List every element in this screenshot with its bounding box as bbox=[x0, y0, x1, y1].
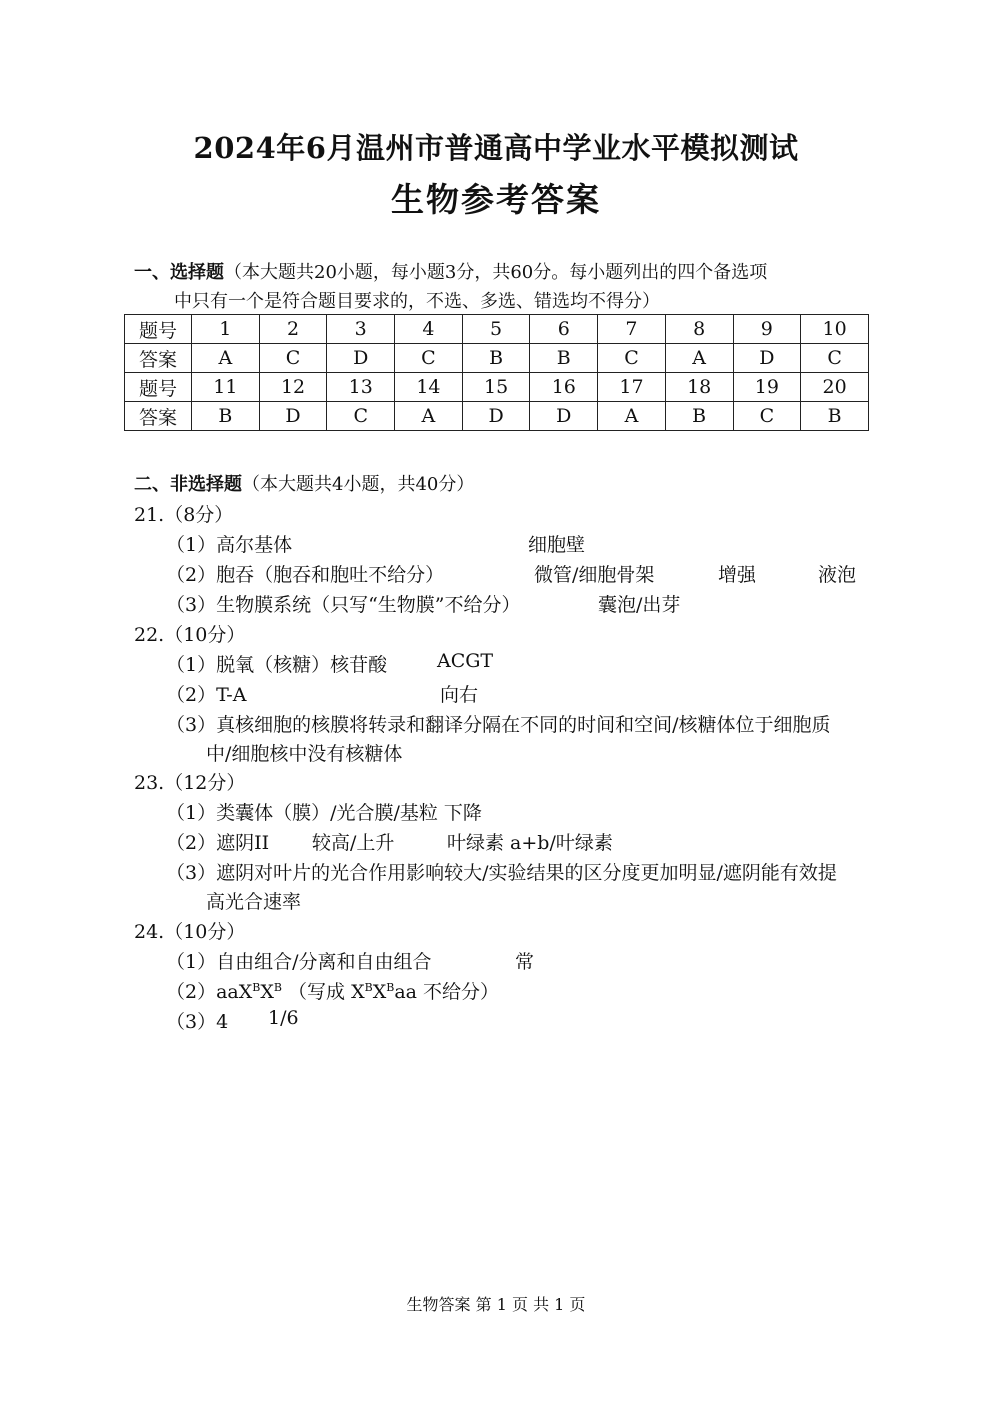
question-number: 9 bbox=[733, 315, 801, 344]
question-number: 7 bbox=[598, 315, 666, 344]
answer-table bbox=[124, 314, 869, 431]
row-label-answer: 答案 bbox=[125, 344, 192, 373]
q23-part1-answer: （1）类囊体（膜）/光合膜/基粒 下降 bbox=[166, 802, 482, 824]
q24-part2-label: （2） bbox=[166, 981, 217, 1003]
q23-head: 23.（12分） bbox=[134, 772, 246, 794]
q22-part1-answer: （1）脱氧（核糖）核苷酸 bbox=[166, 654, 388, 676]
superscript: B bbox=[273, 981, 282, 994]
q24-part3-answer: （3）4 bbox=[166, 1011, 229, 1033]
superscript: B bbox=[252, 981, 261, 994]
q24-part1-answer-2: 常 bbox=[515, 951, 535, 973]
question-number: 15 bbox=[462, 373, 530, 402]
q21-part1-answer-2: 细胞壁 bbox=[528, 534, 586, 556]
page-title: 2024年6月温州市普通高中学业水平模拟测试 bbox=[193, 131, 799, 165]
q21-part2-answer-3: 增强 bbox=[718, 564, 757, 586]
question-number: 20 bbox=[801, 373, 869, 402]
q24-head: 24.（10分） bbox=[134, 921, 246, 943]
answer-cell: A bbox=[665, 344, 733, 373]
answer-cell: B bbox=[801, 402, 869, 431]
table-row bbox=[125, 344, 869, 373]
q23-part2-answer-3: 叶绿素 a+b/叶绿素 bbox=[447, 832, 613, 854]
question-number: 18 bbox=[665, 373, 733, 402]
question-number: 10 bbox=[801, 315, 869, 344]
answer-cell: A bbox=[395, 402, 463, 431]
answer-cell: D bbox=[259, 402, 327, 431]
q21-part1-answer: （1）高尔基体 bbox=[166, 534, 293, 556]
answer-cell: C bbox=[801, 344, 869, 373]
q23-part2-answer-2: 较高/上升 bbox=[312, 832, 395, 854]
table-row bbox=[125, 402, 869, 431]
note-text: aa 不给分） bbox=[394, 981, 500, 1003]
superscript: B bbox=[386, 981, 395, 994]
section1-heading: 一、选择题 bbox=[134, 262, 224, 283]
question-number: 19 bbox=[733, 373, 801, 402]
q24-part3-answer-2: 1/6 bbox=[268, 1007, 299, 1029]
question-number: 17 bbox=[598, 373, 666, 402]
question-number: 1 bbox=[192, 315, 260, 344]
section2-header bbox=[134, 470, 474, 496]
section1-desc-line2: 中只有一个是符合题目要求的，不选、多选、错选均不得分） bbox=[174, 291, 660, 312]
table-row bbox=[125, 315, 869, 344]
question-number: 6 bbox=[530, 315, 598, 344]
q23-part2-answer: （2）遮阴II bbox=[166, 832, 270, 854]
answer-cell: C bbox=[395, 344, 463, 373]
q22-part2-answer-2: 向右 bbox=[440, 684, 479, 706]
row-label-question: 题号 bbox=[125, 373, 192, 402]
row-label-answer: 答案 bbox=[125, 402, 192, 431]
q21-head: 21.（8分） bbox=[134, 504, 234, 526]
question-number: 4 bbox=[395, 315, 463, 344]
answer-cell: D bbox=[462, 402, 530, 431]
answer-cell: A bbox=[192, 344, 260, 373]
q21-part3-answer-2: 囊泡/出芽 bbox=[598, 594, 681, 616]
answer-cell: B bbox=[665, 402, 733, 431]
note-text: （写成 X bbox=[288, 981, 365, 1003]
section1-desc-line1: （本大题共20小题，每小题3分，共60分。每小题列出的四个备选项 bbox=[224, 262, 768, 283]
answer-cell: D bbox=[327, 344, 395, 373]
question-number: 5 bbox=[462, 315, 530, 344]
question-number: 3 bbox=[327, 315, 395, 344]
question-number: 13 bbox=[327, 373, 395, 402]
question-number: 8 bbox=[665, 315, 733, 344]
answer-cell: C bbox=[259, 344, 327, 373]
q22-part3-line1: （3）真核细胞的核膜将转录和翻译分隔在不同的时间和空间/核糖体位于细胞质 bbox=[166, 714, 831, 736]
question-number: 11 bbox=[192, 373, 260, 402]
answer-cell: C bbox=[598, 344, 666, 373]
question-number: 14 bbox=[395, 373, 463, 402]
answer-cell: C bbox=[733, 402, 801, 431]
section1-header bbox=[134, 258, 767, 284]
question-number: 12 bbox=[259, 373, 327, 402]
answer-cell: D bbox=[733, 344, 801, 373]
genotype-text: aaX bbox=[216, 981, 253, 1003]
answer-cell: B bbox=[530, 344, 598, 373]
genotype-text: X bbox=[372, 981, 387, 1003]
answer-cell: C bbox=[327, 402, 395, 431]
q21-part2-answer: （2）胞吞（胞吞和胞吐不给分） bbox=[166, 564, 445, 586]
answer-cell: D bbox=[530, 402, 598, 431]
q23-part3-line1: （3）遮阴对叶片的光合作用影响较大/实验结果的区分度更加明显/遮阴能有效提 bbox=[166, 862, 837, 884]
q24-part2-answer bbox=[166, 977, 499, 1004]
answer-cell: A bbox=[598, 402, 666, 431]
superscript: B bbox=[364, 981, 373, 994]
q23-part3-line2: 高光合速率 bbox=[206, 891, 302, 913]
q21-part2-answer-2: 微管/细胞骨架 bbox=[534, 564, 655, 586]
answer-cell: B bbox=[462, 344, 530, 373]
row-label-question: 题号 bbox=[125, 315, 192, 344]
table-row bbox=[125, 373, 869, 402]
question-number: 16 bbox=[530, 373, 598, 402]
q22-part1-answer-2: ACGT bbox=[437, 650, 494, 672]
q22-part2-answer: （2）T-A bbox=[166, 684, 247, 706]
answer-cell: B bbox=[192, 402, 260, 431]
q21-part3-answer: （3）生物膜系统（只写“生物膜”不给分） bbox=[166, 594, 521, 616]
question-number: 2 bbox=[259, 315, 327, 344]
section2-desc: （本大题共4小题，共40分） bbox=[242, 474, 475, 495]
q21-part2-answer-4: 液泡 bbox=[818, 564, 857, 586]
q24-part1-answer: （1）自由组合/分离和自由组合 bbox=[166, 951, 432, 973]
page-subtitle: 生物参考答案 bbox=[391, 180, 601, 219]
genotype-text: X bbox=[260, 981, 274, 1003]
q22-part3-line2: 中/细胞核中没有核糖体 bbox=[206, 743, 403, 765]
q22-head: 22.（10分） bbox=[134, 624, 246, 646]
section2-heading: 二、非选择题 bbox=[134, 474, 242, 495]
page-footer: 生物答案 第 1 页 共 1 页 bbox=[406, 1295, 586, 1314]
